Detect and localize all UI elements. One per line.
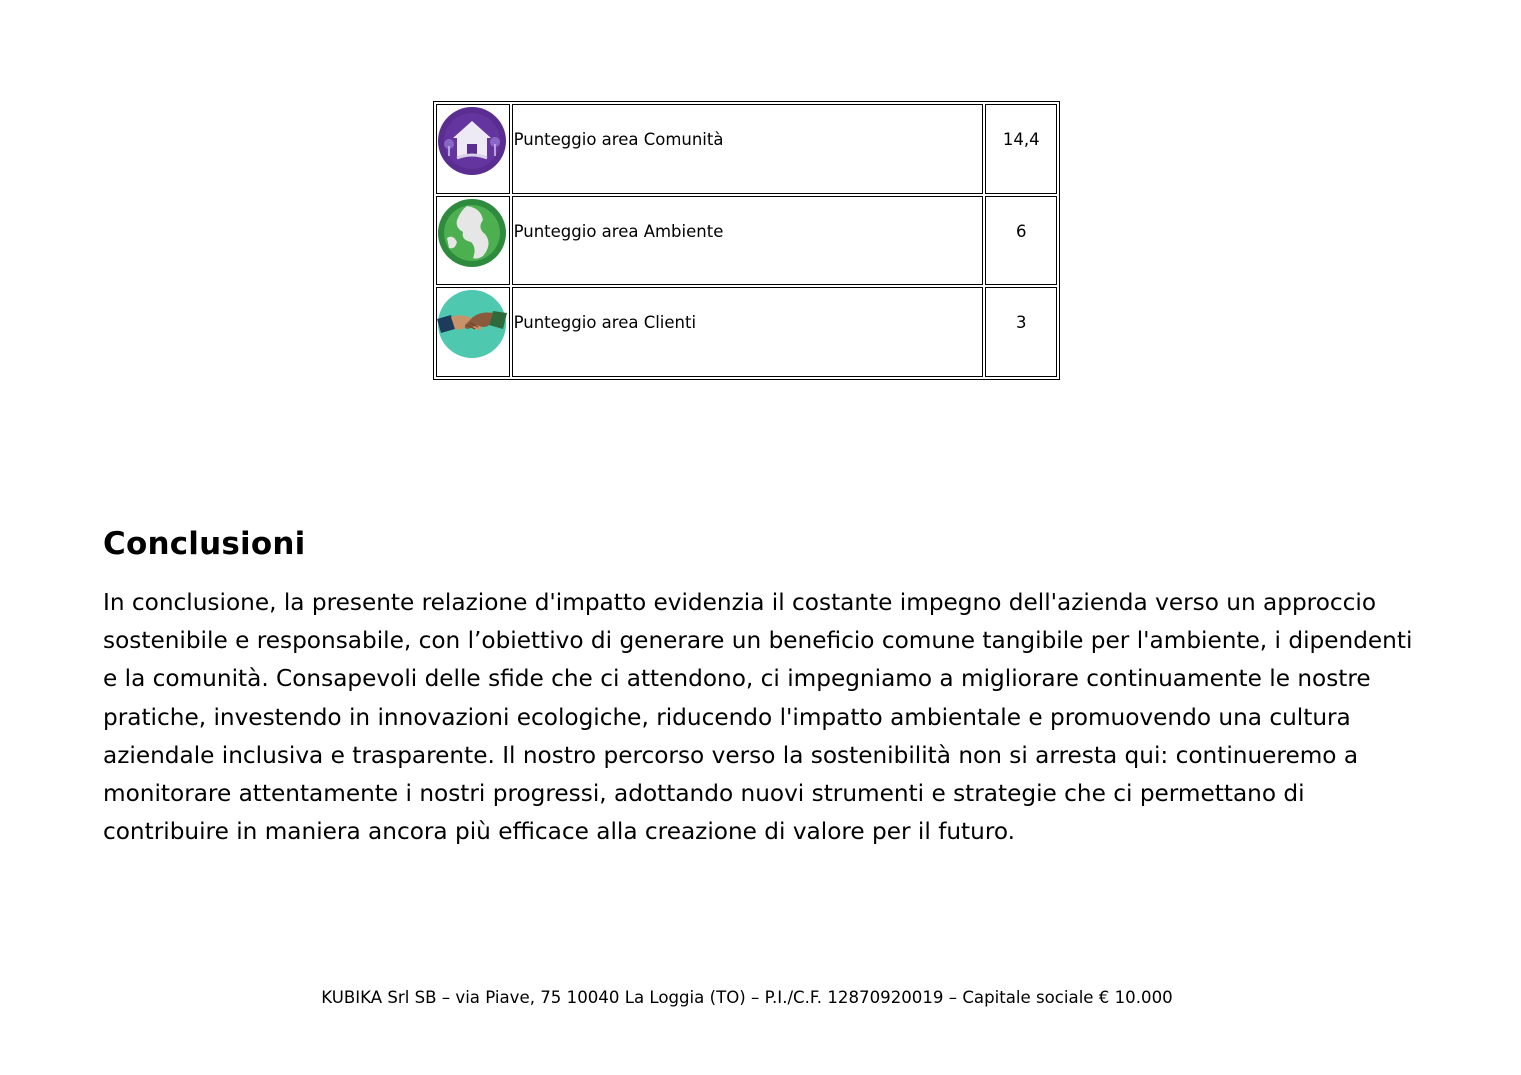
table-row xyxy=(436,287,1057,377)
icon-cell xyxy=(436,104,510,194)
section-title: Conclusioni xyxy=(103,526,306,562)
community-house-icon xyxy=(437,106,507,176)
row-value: 3 xyxy=(985,287,1057,377)
page-footer: KUBIKA Srl SB – via Piave, 75 10040 La Loggia (TO) – P.I./C.F. 12870920019 – Capitale sociale € 10.000 xyxy=(321,988,1173,1007)
icon-cell xyxy=(436,287,510,377)
section-body: In conclusione, la presente relazione d'impatto evidenzia il costante impegno dell'azienda verso un approccio sostenibile e responsabile, con l’obiettivo di generare un beneficio comune tangibile per l'ambiente, i dipendenti e la comunità. Consapevoli delle sfide che ci attendono, ci impegniamo a migliorare continuamente le nostre pratiche, investendo in innovazioni ecologiche, riducendo l'impatto ambientale e promuovendo una cultura aziendale inclusiva e trasparente. Il nostro percorso verso la sostenibilità non si arresta qui: continueremo a monitorare attentamente i nostri progressi, adottando nuovi strumenti e strategie che ci permettano di contribuire in maniera ancora più efficace alla creazione di valore per il futuro. xyxy=(103,589,1413,846)
row-value: 6 xyxy=(985,196,1057,286)
row-value: 14,4 xyxy=(985,104,1057,194)
row-label: Punteggio area Clienti xyxy=(512,287,984,377)
score-table xyxy=(433,101,1060,380)
row-label: Punteggio area Ambiente xyxy=(512,196,984,286)
icon-cell xyxy=(436,196,510,286)
table-row xyxy=(436,196,1057,286)
row-label: Punteggio area Comunità xyxy=(512,104,984,194)
earth-globe-icon xyxy=(437,198,507,268)
handshake-icon xyxy=(437,289,507,359)
table-row xyxy=(436,104,1057,194)
